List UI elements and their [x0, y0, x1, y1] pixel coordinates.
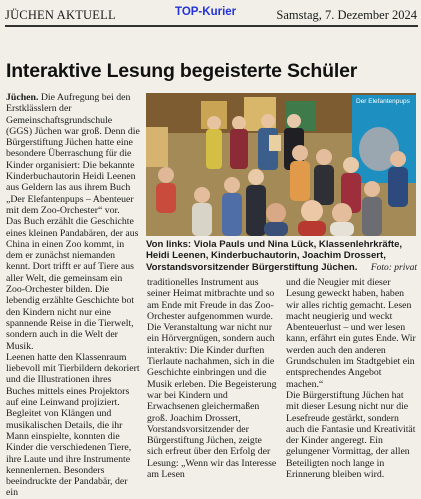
article-column-1	[6, 92, 140, 499]
dateline: Jüchen.	[6, 92, 39, 103]
brand-name: TOP-Kurier	[175, 6, 237, 18]
paragraph: traditionelles Instrument aus seiner Heimat mitbrachte und so am Ende mit Freude in das Zoo-Orchester aufgenommen wurde.	[147, 277, 275, 322]
photo-credit: Foto: privat	[370, 263, 417, 273]
paragraph: Das Buch erzählt die Geschichte eines kleinen Pandabären, der aus China in einen Zoo kommt, in dem er zunächst niemanden kennt. Dort trifft er auf Tiere aus aller Welt, die gemeinsam ein Zoo-Orchester bilden. Die lebendig erzählte Geschichte bot den Kindern nicht nur eine spannende Reise in die Tierwelt, sondern auch in die Welt der Musik.	[6, 216, 139, 352]
paragraph: und die Neugier mit dieser Lesung geweckt haben, haben wir alles richtig gemacht. Lesen macht neugierig und weckt Abenteuerlust – und wer lesen kann, erfährt ein gutes Ende. Wir werden auch den anderen Grundschulen im Stadtgebiet ein entsprechendes Angebot machen.“	[286, 277, 416, 390]
classroom-photo-illustration	[146, 93, 416, 236]
article-column-2	[147, 277, 277, 480]
paragraph: Die Bürgerstiftung Jüchen hat mit dieser Lesung nicht nur die Lesefreude gestärkt, sondern auch die Fantasie und Kreativität der Kinder angeregt. Ein gelungener Vormittag, der allen Beteiligten noch lange in Erinnerung bleiben wird.	[286, 389, 416, 481]
paragraph: Jüchen. Die Aufregung bei den Erstklässlern der Gemeinschaftsgrundschule (GGS) Jüchen war groß. Denn die Bürgerstiftung Jüchen hatte eine besondere Überraschung für die Kinder organisiert: Die bekannte Kinderbuchautorin Heidi Leenen aus Geldern las aus ihrem Buch „Der Elefantenpups – Abenteuer mit dem Zoo-Orchester“ vor.	[6, 92, 140, 216]
paragraph: Die Veranstaltung war nicht nur ein Hörvergnügen, sondern auch interaktiv: Die Kinder durften Tierlaute nachahmen, sich in die Geschichte einbringen und die Musik erleben. Die Begeisterung war bei Kindern und Erwachsenen gleichermaßen groß. Joachim Drossert, Vorstandsvorsitzender der Bürgerstiftung Jüchen, zeigte sich erfreut über den Erfolg der Lesung: „Wenn wir das Interesse am Lesen	[147, 322, 277, 481]
paragraph: Leenen hatte den Klassenraum liebevoll mit Tierbildern dekoriert und die Illustrationen ihres Buches mittels eines Projektors auf eine Leinwand projiziert. Begleitet von Klängen und musikalischen Details, die ihr Mann einspielte, konnten die Kinder die verschiedenen Tiere, ihre Laute und ihre Instrumente kennenlernen. Besonders beeindruckte der Pandabär, der ein	[6, 351, 140, 499]
article-headline: Interaktive Lesung begeisterte Schüler	[6, 60, 358, 82]
issue-date: Samstag, 7. Dezember 2024	[276, 8, 417, 22]
section-title: JÜCHEN AKTUELL	[5, 8, 116, 22]
article-column-3	[286, 277, 416, 480]
photo-caption: Von links: Viola Pauls und Nina Lück, Klassenlehrkräfte, Heidi Leenen, Kinderbuchautorin, Joachim Drossert, Vorstandsvorsitzender Bürgerstiftung Jüchen.	[146, 239, 403, 273]
header-rule	[5, 25, 418, 27]
poster-title: Der Elefantenpups	[356, 98, 410, 105]
article-photo	[146, 93, 416, 236]
